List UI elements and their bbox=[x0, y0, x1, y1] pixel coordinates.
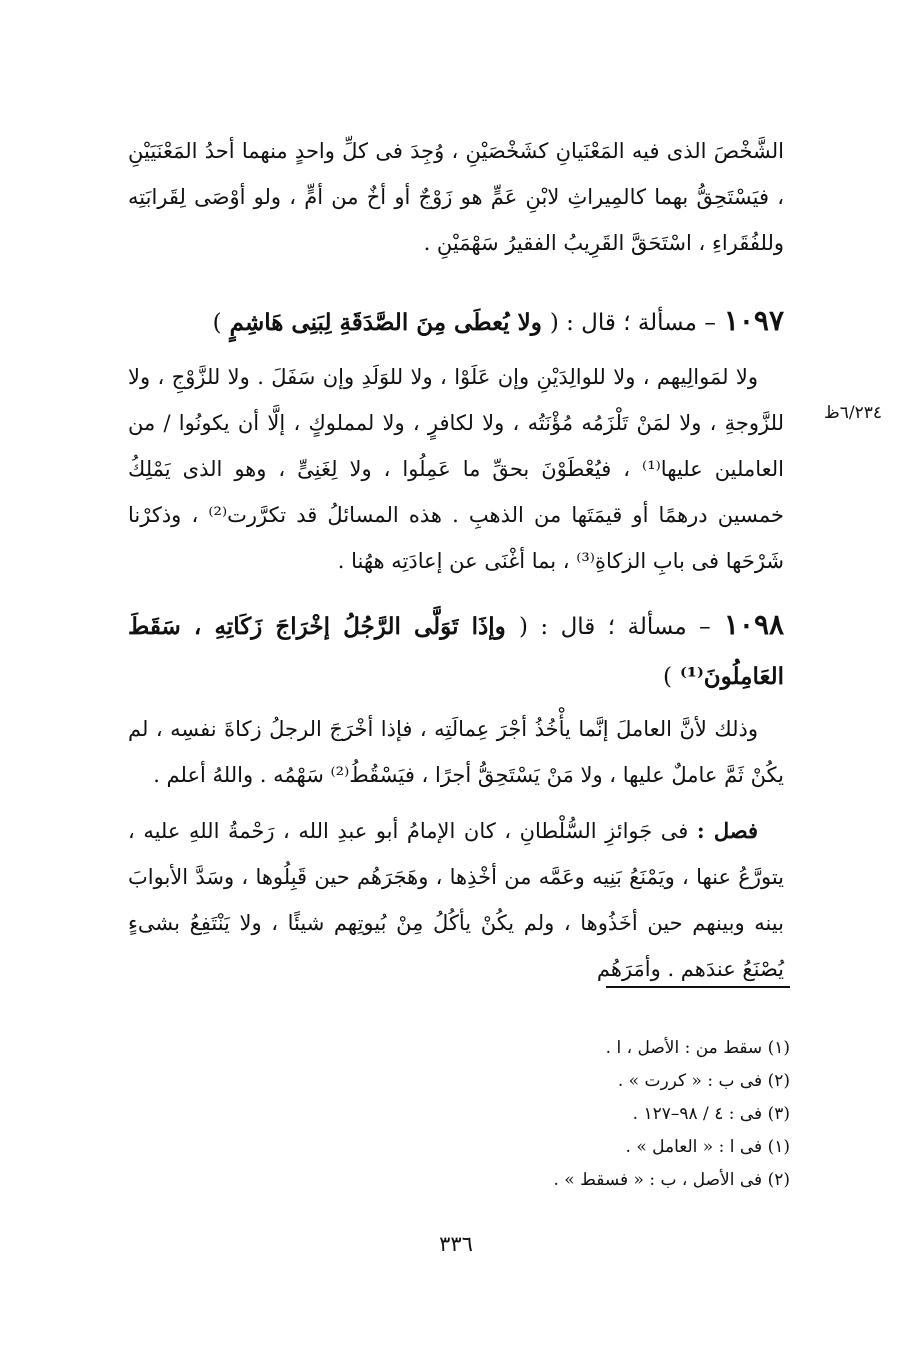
issue-1098-heading bbox=[128, 600, 784, 702]
issue-1097-body: ولا لمَوالِيهم ، ولا للوالِدَيْنِ وإن عَلَوْا ، ولا للوَلَدِ وإن سَفَلَ . ولا للزَّوْجِ ، ولا للزَّوجةِ ، ولا لمَنْ تَلْزَمُه مُؤْنَتُه ، ولا لكافرٍ ، ولا لمملوكٍ ، إلَّا أن يكونُوا / من العاملين عليها⁽¹⁾ ، فيُعْطَوْنَ بحقِّ ما عَمِلُوا ، ولا لِغَنِىٍّ ، وهو الذى يَمْلِكُ خمسين درهمًا أو قيمَتَها من الذهبِ . هذه المسائلُ قد تكرَّرت⁽²⁾ ، وذكرْنا شَرْحَها فى بابِ الزكاةِ⁽³⁾ ، بما أغْنَى عن إعادَتِه ههُنا . bbox=[128, 365, 784, 573]
footnote-item: (٢) فى الأصل ، ب : « فسقط » . bbox=[553, 1170, 790, 1190]
margin-manuscript-reference: ٦/٢٣٤ظ bbox=[824, 403, 882, 423]
issue-1098-close: ) bbox=[663, 664, 672, 690]
issue-1098-text: وإذَا تَوَلَّى الرَّجُلُ إخْرَاجَ زَكَاتِهِ ، سَقَطَ العَامِلُونَ⁽¹⁾ bbox=[128, 613, 784, 690]
footnote-item: (٣) فى : ٤ / ٩٨–١٢٧ . bbox=[632, 1104, 790, 1124]
page-number: ٣٣٦ bbox=[439, 1232, 473, 1256]
fasl-paragraph bbox=[128, 808, 784, 992]
issue-1097-close: ) bbox=[212, 310, 222, 336]
issue-1098-body: وذلك لأنَّ العاملَ إنَّما يأْخُذُ أجْرَ عِمالَتِه ، فإذا أخْرَجَ الرجلُ زكاةَ نفسِه ، لم يكُنْ ثَمَّ عاملٌ عليها ، ولا مَنْ يَسْتَحِقُّ أجرًا ، فيَسْقُطُ⁽²⁾ سَهْمُه . واللهُ أعلم . bbox=[128, 717, 784, 787]
footnote-item: (٢) فى ب : « كررت » . bbox=[617, 1071, 790, 1091]
issue-1097-number: ١٠٩٧ bbox=[723, 304, 784, 337]
fasl-body: فى جَوائزِ السُّلْطانِ ، كان الإمامُ أبو عبدِ الله ، رَحْمةُ اللهِ عليه ، يتورَّعُ عنها ، ويَمْنَعُ بَنِيه وعَمَّه من أخْذِها ، وهَجَرَهُم حين قَبِلُوها ، وسَدَّ الأبوابَ بينه وبينهم حين أخَذُوها ، ولم يكُنْ يأكُلُ مِنْ بُيوتِهم شيئًا ، ولا يَنْتَفِعُ بشىءٍ يُصْنَعُ عندَهم . وأمَرَهُم bbox=[128, 819, 784, 981]
issue-1098-label: – مسألة ؛ قال : ( bbox=[518, 614, 711, 640]
footnote-item: (١) سقط من : الأصل ، ا . bbox=[605, 1038, 790, 1058]
opening-paragraph: الشَّخْصَ الذى فيه المَعْنَيانِ كشَخْصَيْنِ ، وُجِدَ فى كلِّ واحدٍ منهما أحدُ المَعْنَيَيْنِ ، فيَسْتَحِقُّ بهما كالمِيراثِ لابْنِ عَمٍّ هو زَوْجٌ أو أخٌ من أمٍّ ، ولو أوْصَى لِقَرابَتِه وللفُقَراءِ ، اسْتَحَقَّ القَرِيبُ الفقيرُ سَهْمَيْنِ . bbox=[128, 139, 784, 255]
footnote-item: (١) فى ا : « العامل » . bbox=[625, 1137, 790, 1157]
issue-1097-label: – مسألة ؛ قال : ( bbox=[549, 310, 716, 336]
footnote-divider bbox=[606, 986, 790, 988]
footnotes-list bbox=[370, 1032, 790, 1197]
issue-1098-number: ١٠٩٨ bbox=[723, 608, 785, 641]
issue-1097-text: ولا يُعطَى مِنَ الصَّدَقَةِ لِبَنِى هَاشِمٍ bbox=[229, 309, 542, 336]
issue-1097-heading bbox=[128, 296, 784, 348]
fasl-label: فصل : bbox=[696, 818, 759, 843]
